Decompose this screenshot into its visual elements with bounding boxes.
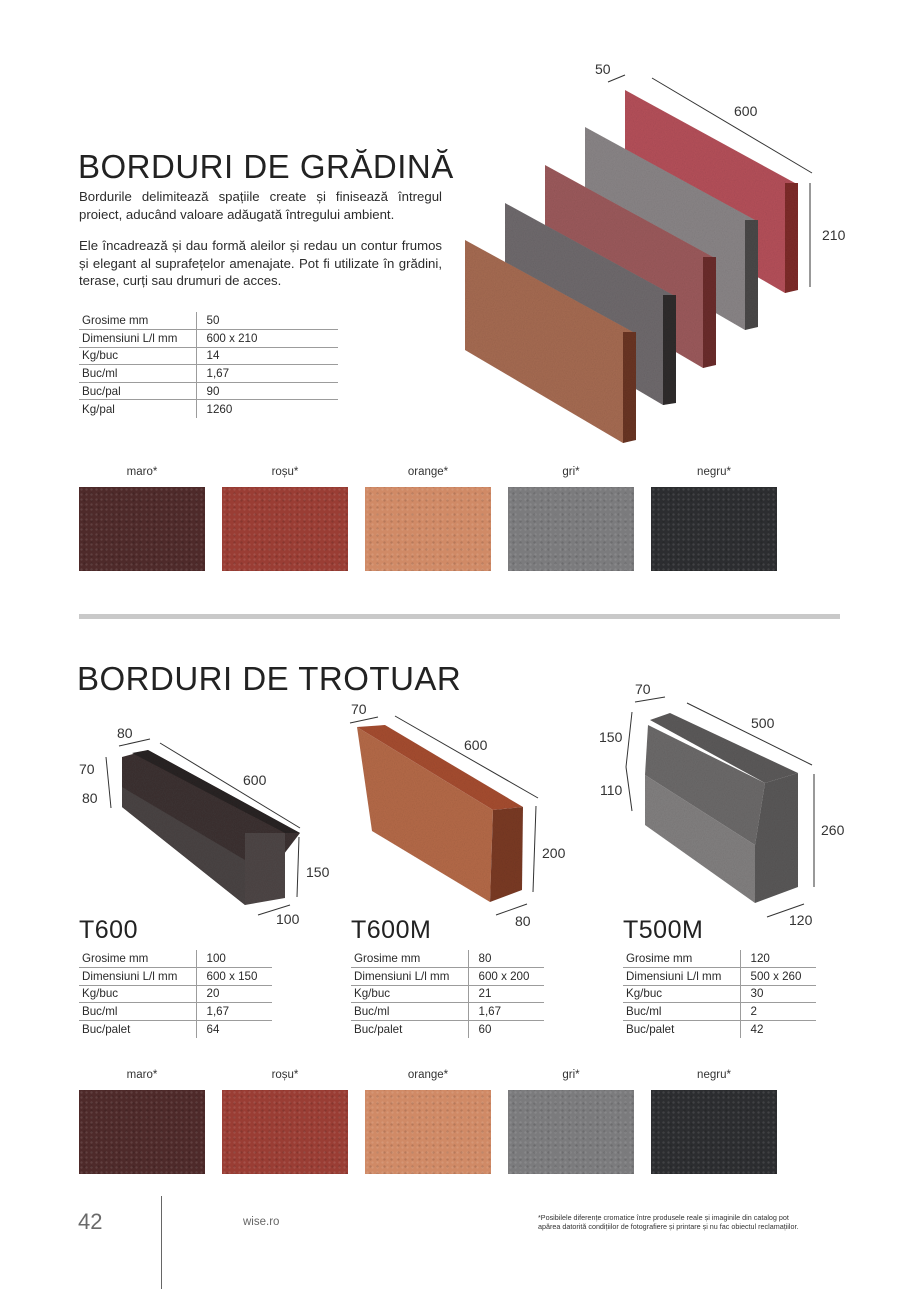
spec-row: Kg/buc 14: [79, 347, 338, 365]
t600-dim-lower: 80: [82, 790, 98, 806]
spec-row: Grosime mm 50: [79, 312, 338, 330]
t600m-model-name: T600M: [351, 916, 432, 944]
swatch-tile: [651, 487, 777, 571]
spec-row: Dimensiuni L/l mm 600 x 200: [351, 968, 544, 986]
garden-paragraph-2: Ele încadrează și dau formă aleilor și redau un contur frumos și elegant al suprafețelor amenajate. Pot fi utilizate în grădini, terase, curți sau drumuri de acces.: [79, 238, 442, 288]
t600m-dim-top: 70: [351, 701, 367, 717]
swatch-tile: [365, 487, 491, 571]
garden-dim-thickness: 50: [595, 61, 611, 77]
spec-row: Buc/ml 1,67: [79, 1003, 272, 1021]
garden-borders-illustration: [460, 55, 860, 455]
spec-row: Grosime mm 120: [623, 950, 816, 968]
t600-dim-height: 150: [306, 864, 330, 880]
spec-row: Kg/buc 30: [623, 985, 816, 1003]
garden-description: [79, 188, 442, 290]
swatch-negru: negru*: [651, 465, 777, 571]
spec-row: Dimensiuni L/l mm 500 x 260: [623, 968, 816, 986]
garden-spec-table: [79, 312, 338, 418]
t600-spec-table: [79, 950, 272, 1038]
spec-row: Buc/ml 1,67: [79, 365, 338, 383]
garden-color-swatches: [79, 465, 777, 571]
swatch-tile: [365, 1090, 491, 1174]
t600m-dim-length: 600: [464, 737, 488, 753]
swatch-tile: [79, 1090, 205, 1174]
website-link[interactable]: wise.ro: [243, 1216, 280, 1228]
spec-row: Buc/ml 2: [623, 1003, 816, 1021]
swatch-tile: [79, 487, 205, 571]
footer-divider: [161, 1196, 162, 1289]
spec-row: Grosime mm 100: [79, 950, 272, 968]
swatch-maro: maro*: [79, 1068, 205, 1174]
t600-dim-length: 600: [243, 772, 267, 788]
garden-dim-height: 210: [822, 227, 846, 243]
t500m-spec-table: [623, 950, 816, 1038]
swatch-maro: maro*: [79, 465, 205, 571]
t500m-dim-height: 260: [821, 822, 845, 838]
t600-dim-upper: 70: [79, 761, 95, 777]
t600-dim-width: 100: [276, 911, 300, 927]
t500m-model-name: T500M: [623, 916, 704, 944]
spec-row: Dimensiuni L/l mm 600 x 210: [79, 330, 338, 348]
t600m-dim-width: 80: [515, 913, 531, 929]
swatch-gri: gri*: [508, 1068, 634, 1174]
t600m-image: [340, 695, 590, 929]
t600m-dim-height: 200: [542, 845, 566, 861]
spec-row: Dimensiuni L/l mm 600 x 150: [79, 968, 272, 986]
swatch-tile: [222, 1090, 348, 1174]
t500m-dim-upper: 150: [599, 729, 623, 745]
section-divider: [79, 614, 840, 619]
spec-row: Buc/ml 1,67: [351, 1003, 544, 1021]
swatch-tile: [508, 1090, 634, 1174]
spec-row: Grosime mm 80: [351, 950, 544, 968]
sidewalk-section-title: BORDURI DE TROTUAR: [77, 660, 462, 697]
spec-row: Kg/buc 20: [79, 985, 272, 1003]
swatch-gri: gri*: [508, 465, 634, 571]
swatch-tile: [508, 487, 634, 571]
garden-section-title: BORDURI DE GRĂDINĂ: [78, 148, 454, 185]
t500m-dim-top: 70: [635, 681, 651, 697]
swatch-orange: orange*: [365, 465, 491, 571]
garden-paragraph-1: Bordurile delimitează spațiile create și finisează întregul proiect, aducând valoare adăugată întregului ambient.: [79, 189, 442, 222]
t500m-dim-lower: 110: [600, 782, 623, 798]
t500m-dim-width: 120: [789, 912, 813, 928]
garden-borders-image: [460, 55, 860, 455]
t600-image: [70, 715, 340, 925]
t600m-spec-table: [351, 950, 544, 1038]
t500m-dim-length: 500: [751, 715, 775, 731]
sidewalk-color-swatches: [79, 1068, 777, 1174]
spec-row: Kg/buc 21: [351, 985, 544, 1003]
spec-row: Buc/palet 42: [623, 1020, 816, 1038]
color-disclaimer: *Posibilele diferențe cromatice între produsele reale și imaginile din catalog pot apărea datorită condițiilor de fotografiere și printare și nu fac obiectul reclamațiilor.: [538, 1213, 799, 1231]
swatch-rosu: roșu*: [222, 1068, 348, 1174]
t500m-image: [590, 675, 860, 928]
spec-row: Buc/pal 90: [79, 382, 338, 400]
spec-row: Buc/palet 60: [351, 1020, 544, 1038]
swatch-rosu: roșu*: [222, 465, 348, 571]
swatch-tile: [651, 1090, 777, 1174]
swatch-orange: orange*: [365, 1068, 491, 1174]
swatch-negru: negru*: [651, 1068, 777, 1174]
page-number: 42: [78, 1209, 103, 1234]
swatch-tile: [222, 487, 348, 571]
t600-dim-top: 80: [117, 725, 133, 741]
t600-model-name: T600: [79, 916, 138, 944]
spec-row: Buc/palet 64: [79, 1020, 272, 1038]
spec-row: Kg/pal 1260: [79, 400, 338, 418]
garden-dim-length: 600: [734, 103, 758, 119]
